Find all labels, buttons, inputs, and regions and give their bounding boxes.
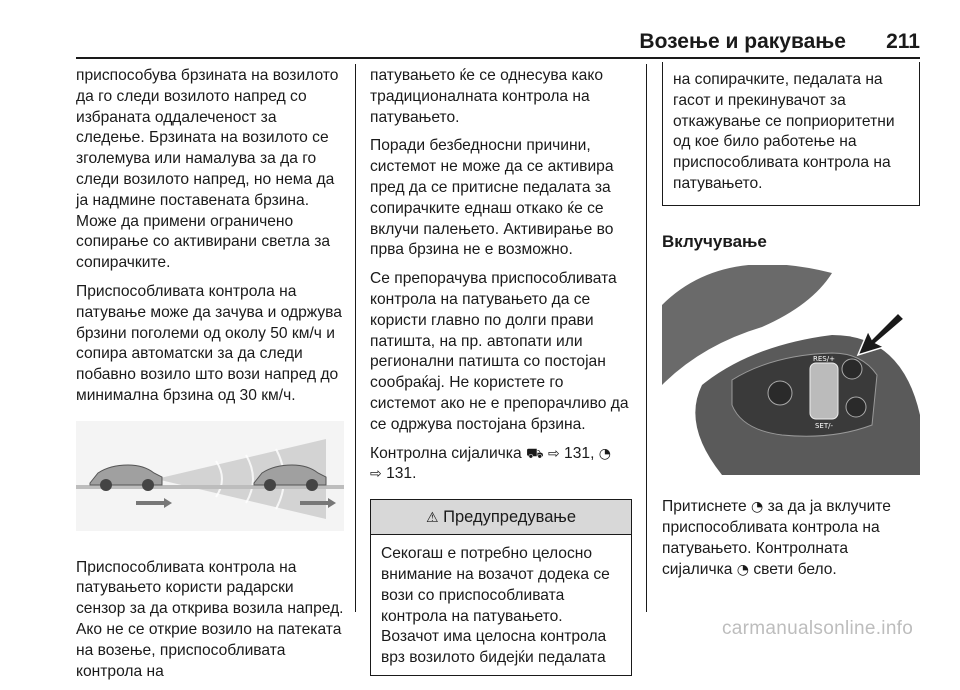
radar-illustration <box>76 421 344 531</box>
warning-text: Секогаш е потребно целосно внимание на возачот додека се вози со приспособливата контрола на патувањето. Возачот има целосна контрола врз возилото бидејќи педалата <box>381 545 610 667</box>
paragraph: Приспособливата контрола на патувањето користи радарски сензор за да открива возила напред. Ако не се открие возило на патеката на возење, приспособливата контрола на <box>76 558 344 680</box>
wheel-label-top: RES/+ <box>813 354 835 363</box>
indicator-reference: Контролна сијаличка ⛟ ⇨ 131, ◔ ⇨ 131. <box>370 444 611 483</box>
cruise-control-icon: ◔ <box>736 561 749 578</box>
steering-wheel-illustration <box>662 265 920 475</box>
paragraph: Притиснете ◔ за да ја вклучите приспособливата контрола на патувањето. Контролната сијаличка ◔ свети бело. <box>662 498 891 578</box>
page-ref-arrow-icon: ⇨ <box>547 445 560 462</box>
page-header <box>0 0 960 60</box>
wheel-label-bottom: SET/- <box>814 421 834 430</box>
section-title: Возење и ракување <box>639 30 846 53</box>
page-ref-arrow-icon: ⇨ <box>370 466 382 483</box>
warning-header: ⚠ Предупредување <box>371 500 631 535</box>
column-divider <box>646 64 647 612</box>
paragraph: приспособува брзината на возилото да го следи возилото напред со избраната оддалеченост за следење. Брзината на возилото се зголемува или намалува за да го следи возилото напред, но нема да ја надмине поставената брзина. Може да примени ограничено сопирање со активирани светла за сопирачките. <box>76 67 339 272</box>
car-icon: ⛟ <box>526 445 544 462</box>
warning-box <box>370 499 632 676</box>
watermark: carmanualsonline.info <box>722 618 914 639</box>
paragraph: Поради безбедносни причини, системот не може да се активира пред да се притисне педалата за сопирачките еднаш откако ќе се вклучи палењето. Активирање во прва брзина не е возможно. <box>370 137 614 259</box>
cruise-control-icon: ◔ <box>751 499 764 516</box>
paragraph: патувањето ќе се однесува како традиционалната контрола на патувањето. <box>370 67 604 126</box>
header-rule <box>76 57 920 59</box>
paragraph: Приспособливата контрола на патување може да зачува и одржува брзини поголеми од околу 50 км/ч и сопира автоматски за да следи побавно возило што вози напред до минимална брзина од 30 км/ч. <box>76 282 342 404</box>
column-3 <box>662 64 920 589</box>
column-divider <box>355 64 356 612</box>
warning-box-continued: на сопирачките, педалата на гасот и прекинувачот за откажување се поприоритетни од кое било работење на приспособливата контрола на патувањето. <box>662 62 920 206</box>
subheading: Вклучување <box>662 231 767 251</box>
warning-triangle-icon: ⚠ <box>425 510 439 527</box>
column-2 <box>370 66 632 676</box>
page-ref[interactable]: 131. <box>386 465 417 483</box>
paragraph: Се препорачува приспособливата контрола на патувањето да се користи главно по долги прави патишта, на пр. автопати или регионални патишта со постојан сообраќај. Не користете го системот ако не е препорачливо да се одржува постојана брзина. <box>370 270 629 433</box>
column-1 <box>76 66 344 690</box>
page-ref[interactable]: 131, <box>564 444 595 462</box>
cruise-control-icon: ◔ <box>598 445 611 462</box>
page-number: 211 <box>886 30 920 53</box>
